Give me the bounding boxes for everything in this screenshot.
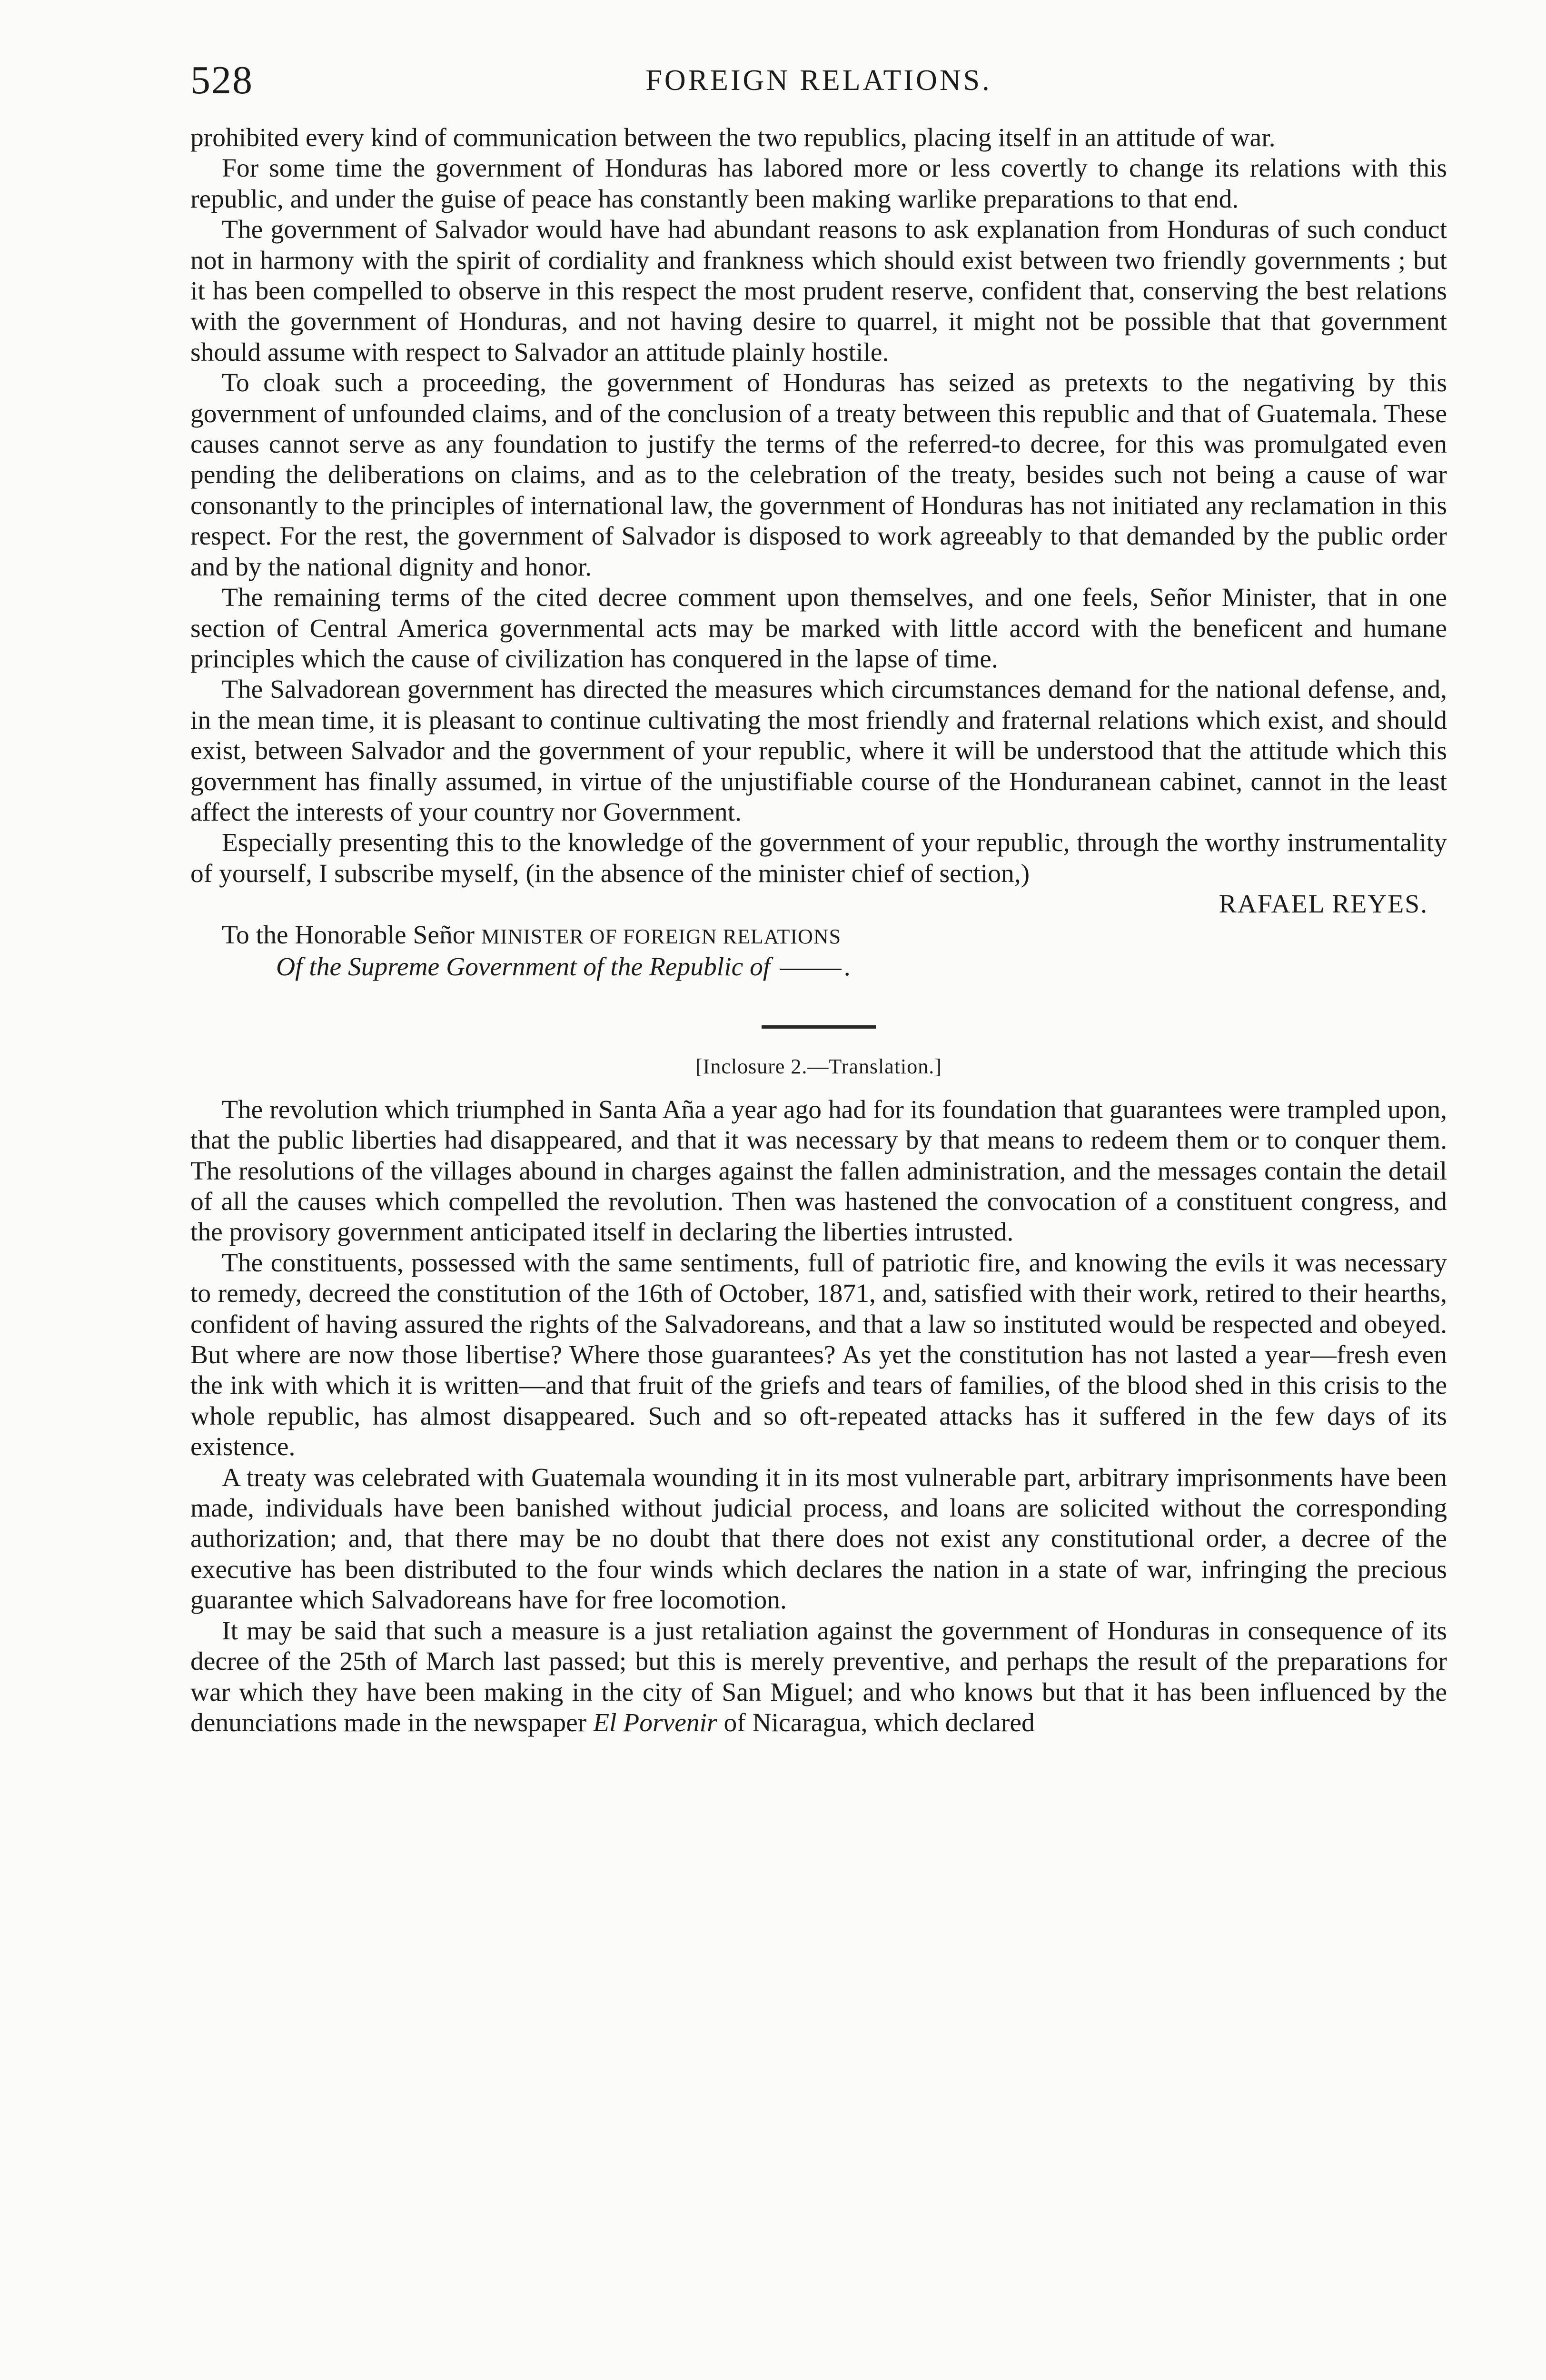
address-line-1 — [222, 920, 1447, 952]
address-prefix: To the Honorable Señor — [222, 920, 481, 950]
letter-paragraph-7: Especially presenting this to the knowledge of the government of your republic, through the worthy instrumentality of yourself, I subscribe myself, (in the absence of the minister chief of section,) — [190, 828, 1447, 888]
inclosure-section — [190, 1051, 1447, 1738]
inclosure-heading: [Inclosure 2.—Translation.] — [695, 1055, 942, 1079]
signature: RAFAEL REYES. — [1219, 890, 1428, 919]
inclosure-paragraph-3: A treaty was celebrated with Guatemala wounding it in its most vulnerable part, arbitrary imprisonments have been made, individuals have been banished without judicial process, and loans are solicited without the corresponding authorization; and, that there may be no doubt that there does not exist any constitutional order, a decree of the executive has been distributed to the four winds which declares the nation in a state of war, infringing the precious guarantee which Salvadoreans have for free locomotion. — [190, 1463, 1447, 1615]
letter-section — [190, 123, 1447, 982]
inclosure-paragraph-2: The constituents, possessed with the same sentiments, full of patriotic fire, and knowing the evils it was necessary to remedy, decreed the constitution of the 16th of October, 1871, and, satisfied with their work, retired to their hearths, confident of having assured the rights of the Salvadoreans, and that a law so instituted would be respected and obeyed. But where are now those libertise? Where those guarantees? As yet the constitution has not lasted a year—fresh even the ink with which it is written—and that fruit of the griefs and tears of families, of the blood shed in this crisis to the whole republic, has almost disappeared. Such and so oft-repeated attacks has it suffered in the few days of its existence. — [190, 1248, 1447, 1462]
inclosure-paragraph-4-end: of Nicaragua, which declared — [717, 1708, 1035, 1737]
letter-paragraph-3: The government of Salvador would have had abundant reasons to ask explanation from Honduras of such conduct not in harmony with the spirit of cordiality and frankness which should exist between two friendly governments ; but it has been compelled to observe in this respect the most prudent reserve, confident that, conserving the best relations with the government of Honduras, and not having desire to quarrel, it might not be possible that that government should assume with respect to Salvador an attitude plainly hostile. — [190, 215, 1447, 367]
letter-paragraph-2: For some time the government of Honduras has labored more or less covertly to change its relations with this republic, and under the guise of peace has constantly been making warlike preparations to that end. — [190, 154, 1447, 214]
letter-paragraph-5: The remaining terms of the cited decree comment upon themselves, and one feels, Señor Minister, that in one section of Central America governmental acts may be marked with little accord with the beneficent and humane principles which the cause of civilization has conquered in the lapse of time. — [190, 583, 1447, 674]
letter-paragraph-6: The Salvadorean government has directed the measures which circumstances demand for the national defense, and, in the mean time, it is pleasant to continue cultivating the most friendly and fraternal relations which exist, and should exist, between Salvador and the government of your republic, where it will be understood that the attitude which this government has finally assumed, in virtue of the unjustifiable course of the Honduranean cabinet, cannot in the least affect the interests of your country nor Government. — [190, 675, 1447, 827]
page-header — [190, 57, 1447, 119]
section-divider — [762, 1025, 876, 1029]
running-title: FOREIGN RELATIONS. — [645, 64, 992, 97]
newspaper-title: El Porvenir — [593, 1708, 717, 1737]
page-number: 528 — [190, 58, 253, 102]
address-line-2 — [276, 952, 1447, 982]
address-title: MINISTER OF FOREIGN RELATIONS — [481, 924, 842, 948]
letter-paragraph-4: To cloak such a proceeding, the government of Honduras has seized as pretexts to the negativing by this government of unfounded claims, and of the conclusion of a treaty between this republic and that of Guatemala. These causes cannot serve as any foundation to justify the terms of the referred-to decree, for this was promulgated even pending the deliberations on claims, and as to the celebration of the treaty, besides such not being a cause of war consonantly to the principles of international law, the government of Honduras has not initiated any reclamation in this respect. For the rest, the government of Salvador is disposed to work agreeably to that demanded by the public order and by the national dignity and honor. — [190, 368, 1447, 582]
inclosure-paragraph-4 — [190, 1616, 1447, 1739]
letter-paragraph-1: prohibited every kind of communication between the two republics, placing itself in an attitude of war. — [190, 123, 1276, 152]
address-line-2-text: Of the Supreme Government of the Republic of — [276, 952, 771, 982]
address-period: . — [844, 952, 852, 982]
inclosure-paragraph-1: The revolution which triumphed in Santa Aña a year ago had for its foundation that guarantees were trampled upon, that the public liberties had disappeared, and that it was necessary by that means to redeem them or to conquer them. The resolutions of the villages abound in charges against the fallen administration, and the messages contain the detail of all the causes which compelled the revolution. Then was hastened the convocation of a constituent congress, and the provisory government anticipated itself in declaring the liberties intrusted. — [190, 1095, 1447, 1247]
blank-line — [780, 969, 842, 970]
inclosure-paragraph-4-start: It may be said that such a measure is a just retaliation against the government of Honduras in consequence of its decree of the 25th of March last passed; but this is merely preventive, and perhaps the result of the preparations for war which they have been making in the city of San Miguel; and who knows but that it has been influenced by the denunciations made in the newspaper — [190, 1616, 1447, 1737]
page-body — [190, 123, 1447, 1738]
